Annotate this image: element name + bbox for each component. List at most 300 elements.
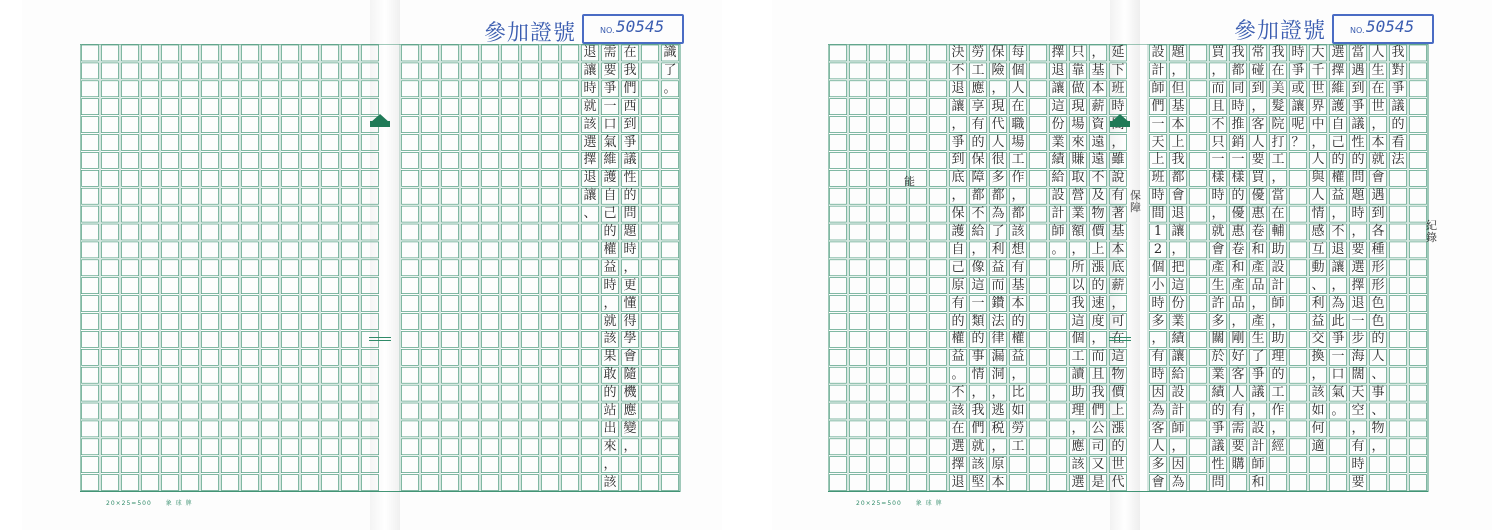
handwritten-character: 各 bbox=[1371, 224, 1385, 239]
handwritten-character: 漲 bbox=[1091, 259, 1105, 275]
handwritten-character: 個 bbox=[1151, 259, 1165, 275]
handwritten-character: 性 bbox=[1211, 456, 1225, 472]
handwritten-character: 退 bbox=[1351, 295, 1365, 311]
handwritten-character: 千 bbox=[1311, 62, 1325, 78]
handwritten-character: 、 bbox=[1371, 403, 1385, 418]
handwritten-character: 買 bbox=[1251, 170, 1265, 186]
handwritten-character: ， bbox=[1071, 420, 1085, 436]
handwritten-character: 的 bbox=[971, 134, 985, 150]
handwritten-character: 護 bbox=[951, 224, 965, 239]
handwritten-character: 形 bbox=[1371, 259, 1385, 275]
handwritten-character: 漏 bbox=[991, 349, 1005, 365]
handwritten-character: 不 bbox=[951, 385, 965, 401]
handwritten-character: 計 bbox=[1151, 62, 1165, 78]
handwritten-character: ， bbox=[951, 116, 965, 132]
handwritten-character: 給 bbox=[1051, 170, 1065, 186]
handwritten-character: 績 bbox=[1171, 331, 1185, 347]
handwritten-character: 都 bbox=[971, 188, 985, 204]
handwritten-character: 所 bbox=[1071, 259, 1085, 275]
handwritten-character: 站 bbox=[603, 403, 617, 418]
handwritten-character: 、 bbox=[1311, 277, 1325, 293]
handwritten-character: 自 bbox=[603, 188, 617, 204]
handwritten-character: 人 bbox=[1371, 349, 1385, 365]
handwritten-character: 多 bbox=[1211, 313, 1225, 329]
text-column bbox=[1168, 44, 1188, 492]
handwritten-character: 做 bbox=[1071, 80, 1085, 96]
handwritten-character: 我 bbox=[623, 62, 637, 78]
handwritten-character: 會 bbox=[623, 349, 637, 365]
text-column bbox=[1268, 44, 1288, 492]
text-column bbox=[1388, 44, 1408, 492]
handwritten-character: 我 bbox=[1091, 385, 1105, 401]
handwritten-character: 個 bbox=[1011, 62, 1025, 78]
handwritten-character: 不 bbox=[1211, 116, 1225, 132]
handwritten-character: 律 bbox=[991, 331, 1005, 347]
handwritten-character: 同 bbox=[1231, 80, 1245, 96]
handwritten-character: 們 bbox=[971, 420, 985, 436]
handwritten-character: 應 bbox=[623, 403, 637, 418]
handwritten-character: 業 bbox=[1071, 206, 1085, 222]
handwritten-character: 師 bbox=[1251, 456, 1265, 472]
handwritten-character: 資 bbox=[1091, 116, 1105, 132]
handwritten-character: 擇 bbox=[583, 152, 597, 168]
handwritten-character: 物 bbox=[1091, 206, 1105, 222]
handwritten-character: 會 bbox=[1371, 170, 1385, 186]
handwritten-character: 自 bbox=[951, 241, 965, 257]
handwritten-character: 就 bbox=[583, 98, 597, 114]
handwritten-character: 情 bbox=[1311, 206, 1325, 222]
handwritten-character: 作 bbox=[1011, 170, 1025, 186]
handwritten-character: 色 bbox=[1371, 295, 1385, 311]
handwritten-character: 都 bbox=[1231, 62, 1245, 78]
handwritten-character: 事 bbox=[971, 349, 985, 365]
handwritten-character: 闊 bbox=[1351, 367, 1365, 383]
handwritten-character: 海 bbox=[1351, 349, 1365, 365]
handwritten-character: 的 bbox=[1331, 152, 1345, 168]
text-column bbox=[1328, 44, 1348, 492]
handwritten-character: 及 bbox=[1091, 188, 1105, 204]
handwritten-character: 師 bbox=[1171, 420, 1185, 436]
handwritten-character: 就 bbox=[1211, 224, 1225, 239]
handwritten-character: 權 bbox=[603, 241, 617, 257]
handwritten-character: 班 bbox=[1151, 170, 1165, 186]
handwritten-character: 優 bbox=[1251, 188, 1265, 204]
handwritten-character: 爭 bbox=[1211, 420, 1225, 436]
handwritten-character: 保 bbox=[991, 45, 1005, 60]
handwritten-character: 賺 bbox=[1071, 152, 1085, 168]
handwritten-character: 逃 bbox=[991, 403, 1005, 418]
handwritten-character: ， bbox=[1231, 313, 1245, 329]
handwritten-character: 讀 bbox=[1071, 367, 1085, 383]
handwritten-character: 生 bbox=[1211, 277, 1225, 293]
handwritten-character: 速 bbox=[1091, 295, 1105, 311]
handwritten-character: 設 bbox=[1171, 385, 1185, 401]
handwritten-character: 打 bbox=[1271, 134, 1285, 150]
handwritten-character: 美 bbox=[1271, 80, 1285, 96]
text-column bbox=[1108, 44, 1128, 492]
handwritten-character: ， bbox=[1171, 62, 1185, 78]
handwritten-character: 惠 bbox=[1231, 224, 1245, 239]
handwritten-character: 步 bbox=[1351, 331, 1365, 347]
handwritten-character: 題 bbox=[623, 224, 637, 239]
handwritten-character: 需 bbox=[1231, 420, 1245, 436]
handwritten-character: 取 bbox=[1071, 170, 1085, 186]
handwritten-character: 經 bbox=[1271, 438, 1285, 454]
handwritten-character: 該 bbox=[1011, 224, 1025, 239]
handwritten-character: 得 bbox=[623, 313, 637, 329]
right-number-label: NO. bbox=[1350, 26, 1365, 35]
handwritten-character: 上 bbox=[1091, 241, 1105, 257]
handwritten-character: 的 bbox=[971, 331, 985, 347]
handwritten-character: 們 bbox=[1151, 98, 1165, 114]
handwritten-character: 色 bbox=[1371, 313, 1385, 329]
handwritten-character: 在 bbox=[1371, 80, 1385, 96]
handwritten-character: 價 bbox=[1091, 224, 1105, 239]
handwritten-character: 不 bbox=[1091, 170, 1105, 186]
handwritten-character: 交 bbox=[1311, 331, 1325, 347]
handwritten-character: 的 bbox=[951, 313, 965, 329]
handwritten-character: ？ bbox=[1291, 134, 1305, 150]
handwritten-character: 人 bbox=[1151, 438, 1165, 454]
handwritten-character: 的 bbox=[1091, 277, 1105, 293]
handwritten-character: 或 bbox=[1291, 80, 1305, 96]
handwritten-character: ， bbox=[603, 295, 617, 311]
handwritten-character: 一 bbox=[1211, 152, 1225, 168]
left-manuscript-grid bbox=[80, 44, 684, 492]
handwritten-character: 卷 bbox=[1231, 241, 1245, 257]
handwritten-character: 爭 bbox=[1351, 98, 1365, 114]
handwritten-character: 要 bbox=[603, 62, 617, 78]
handwritten-character: 該 bbox=[583, 116, 597, 132]
handwritten-character: 口 bbox=[603, 116, 617, 132]
handwritten-character: 遇 bbox=[1351, 62, 1365, 78]
margin-note-2: 紀錄 bbox=[1426, 219, 1437, 244]
handwritten-character: 我 bbox=[971, 403, 985, 418]
handwritten-character: 時 bbox=[1211, 188, 1225, 204]
handwritten-character: 我 bbox=[1071, 295, 1085, 311]
handwritten-character: 本 bbox=[1371, 134, 1385, 150]
handwritten-character: 在 bbox=[1111, 331, 1125, 347]
handwritten-character: 有 bbox=[1231, 403, 1245, 418]
margin-note-1: 保障 bbox=[1130, 189, 1141, 214]
handwritten-character: 應 bbox=[1071, 438, 1085, 454]
handwritten-character: ， bbox=[1111, 134, 1125, 150]
handwritten-character: 又 bbox=[1091, 456, 1105, 472]
handwritten-character: 看 bbox=[1391, 134, 1405, 150]
handwritten-character: 生 bbox=[1251, 331, 1265, 347]
handwritten-character: 懂 bbox=[623, 295, 637, 311]
handwritten-character: 己 bbox=[603, 206, 617, 222]
handwritten-character: 本 bbox=[1091, 80, 1105, 96]
handwritten-character: 我 bbox=[1231, 45, 1245, 60]
handwritten-character: 西 bbox=[623, 98, 637, 114]
handwritten-character: 多 bbox=[1151, 313, 1165, 329]
handwritten-character: 業 bbox=[1051, 134, 1065, 150]
handwritten-character: 常 bbox=[1251, 45, 1265, 60]
left-number-box bbox=[582, 14, 684, 44]
handwritten-character: 到 bbox=[951, 152, 965, 168]
handwritten-character: 天 bbox=[1151, 134, 1165, 150]
handwritten-character: 上 bbox=[1171, 134, 1185, 150]
handwritten-character: 情 bbox=[971, 367, 985, 383]
handwritten-character: 益 bbox=[1011, 349, 1025, 365]
handwritten-character: 只 bbox=[1211, 134, 1225, 150]
handwritten-character: 工 bbox=[1071, 349, 1085, 365]
handwritten-character: 險 bbox=[991, 62, 1005, 78]
text-column bbox=[580, 44, 600, 492]
handwritten-character: 因 bbox=[1151, 385, 1165, 401]
handwritten-character: 世 bbox=[1311, 80, 1325, 96]
handwritten-character: ， bbox=[1271, 420, 1285, 436]
handwritten-character: 何 bbox=[1311, 420, 1325, 436]
handwritten-character: 人 bbox=[991, 134, 1005, 150]
handwritten-character: 應 bbox=[971, 80, 985, 96]
handwritten-character: 時 bbox=[1151, 188, 1165, 204]
handwritten-character: 讓 bbox=[583, 188, 597, 204]
handwritten-character: 物 bbox=[1371, 420, 1385, 436]
handwritten-character: 維 bbox=[1331, 80, 1345, 96]
handwritten-character: 權 bbox=[951, 331, 965, 347]
text-column bbox=[1308, 44, 1328, 492]
handwritten-character: 退 bbox=[1331, 241, 1345, 257]
handwritten-character: 讓 bbox=[1171, 349, 1185, 365]
handwritten-character: 在 bbox=[951, 420, 965, 436]
handwritten-character: 計 bbox=[1271, 277, 1285, 293]
handwritten-character: 理 bbox=[1271, 349, 1285, 365]
handwritten-character: 都 bbox=[991, 188, 1005, 204]
handwritten-character: 的 bbox=[1011, 313, 1025, 329]
handwritten-character: 惠 bbox=[1251, 206, 1265, 222]
handwritten-character: 讓 bbox=[583, 62, 597, 78]
handwritten-character: 題 bbox=[1171, 45, 1185, 60]
handwritten-character: 會 bbox=[1211, 241, 1225, 257]
handwritten-character: 有 bbox=[1351, 438, 1365, 454]
handwritten-character: 大 bbox=[1311, 45, 1325, 60]
handwritten-character: 且 bbox=[1211, 98, 1225, 114]
handwritten-character: 場 bbox=[1011, 134, 1025, 150]
text-column bbox=[968, 44, 988, 492]
handwritten-character: 問 bbox=[1351, 170, 1365, 186]
handwritten-character: ， bbox=[1311, 367, 1325, 383]
handwritten-character: 這 bbox=[1071, 313, 1085, 329]
handwritten-character: 為 bbox=[1151, 403, 1165, 418]
handwritten-character: 遠 bbox=[1091, 134, 1105, 150]
left-footer: 20×25=500 象 球 牌 bbox=[106, 500, 193, 507]
handwritten-character: 在 bbox=[1271, 62, 1285, 78]
handwritten-character: 司 bbox=[1091, 438, 1105, 454]
handwritten-character: 果 bbox=[603, 349, 617, 365]
handwritten-character: 爭 bbox=[1331, 331, 1345, 347]
handwritten-character: 問 bbox=[623, 206, 637, 222]
handwritten-character: 的 bbox=[1111, 438, 1125, 454]
handwritten-character: 的 bbox=[603, 224, 617, 239]
handwritten-character: 在 bbox=[623, 45, 637, 60]
handwritten-character: 上 bbox=[1151, 152, 1165, 168]
handwritten-character: 、 bbox=[1371, 367, 1385, 383]
handwritten-character: 為 bbox=[1331, 295, 1345, 311]
handwritten-character: 師 bbox=[1051, 224, 1065, 239]
handwritten-character: 該 bbox=[1311, 385, 1325, 401]
handwritten-character: 剛 bbox=[1231, 331, 1245, 347]
handwritten-character: 界 bbox=[1311, 98, 1325, 114]
handwritten-character: 形 bbox=[1371, 277, 1385, 293]
handwritten-character: 現 bbox=[1071, 98, 1085, 114]
handwritten-character: 有 bbox=[1011, 259, 1025, 275]
handwritten-character: 許 bbox=[1211, 295, 1225, 311]
handwritten-character: 了 bbox=[663, 62, 677, 78]
handwritten-character: 選 bbox=[1331, 45, 1345, 60]
right-number-value: 50545 bbox=[1366, 17, 1415, 36]
handwritten-character: 人 bbox=[1311, 188, 1325, 204]
handwritten-character: 該 bbox=[603, 474, 617, 490]
handwritten-character: 。 bbox=[663, 80, 677, 96]
handwritten-character: 本 bbox=[1171, 116, 1185, 132]
handwritten-character: ， bbox=[1091, 331, 1105, 347]
handwritten-character: 類 bbox=[971, 313, 985, 329]
handwritten-character: 。 bbox=[1331, 403, 1345, 418]
handwritten-character: 這 bbox=[1111, 349, 1125, 365]
handwritten-character: 選 bbox=[951, 438, 965, 454]
handwritten-character: 份 bbox=[1051, 116, 1065, 132]
left-page bbox=[22, 0, 722, 530]
handwritten-character: 性 bbox=[623, 170, 637, 186]
handwritten-character: 問 bbox=[1211, 474, 1225, 490]
handwritten-character: 上 bbox=[1111, 403, 1125, 418]
text-column bbox=[620, 44, 640, 492]
handwritten-character: 都 bbox=[1171, 170, 1185, 186]
handwritten-character: 基 bbox=[1091, 62, 1105, 78]
handwritten-character: 的 bbox=[603, 385, 617, 401]
handwritten-character: 的 bbox=[1271, 367, 1285, 383]
handwritten-character: 和 bbox=[1251, 241, 1265, 257]
handwritten-character: 時 bbox=[1151, 367, 1165, 383]
handwritten-character: 但 bbox=[1171, 80, 1185, 96]
handwritten-character: 益 bbox=[991, 259, 1005, 275]
handwritten-character: 2 bbox=[1153, 241, 1163, 257]
handwritten-character: 為 bbox=[991, 206, 1005, 222]
handwritten-character: 的 bbox=[623, 188, 637, 204]
handwritten-character: 班 bbox=[1111, 80, 1125, 96]
handwritten-character: 保 bbox=[971, 152, 985, 168]
text-column bbox=[1348, 44, 1368, 492]
text-column bbox=[1028, 44, 1048, 492]
handwritten-character: 議 bbox=[1391, 98, 1405, 114]
handwritten-character: ， bbox=[603, 456, 617, 472]
handwritten-character: 買 bbox=[1211, 45, 1225, 60]
handwritten-character: 工 bbox=[1271, 152, 1285, 168]
handwritten-character: 卷 bbox=[1251, 224, 1265, 239]
handwritten-character: 空 bbox=[1351, 403, 1365, 418]
handwritten-character: 護 bbox=[1331, 98, 1345, 114]
handwritten-character: 小 bbox=[1151, 277, 1165, 293]
handwritten-character: 而 bbox=[1091, 349, 1105, 365]
handwritten-character: 保 bbox=[951, 206, 965, 222]
handwritten-character: 益 bbox=[951, 349, 965, 365]
handwritten-character: 人 bbox=[1011, 80, 1025, 96]
handwritten-character: 自 bbox=[1331, 116, 1345, 132]
handwritten-character: 產 bbox=[1231, 277, 1245, 293]
handwritten-character: 就 bbox=[603, 313, 617, 329]
handwritten-character: 事 bbox=[1371, 385, 1385, 401]
handwritten-character: 產 bbox=[1251, 313, 1265, 329]
handwritten-character: 呢 bbox=[1291, 116, 1305, 132]
handwritten-character: 很 bbox=[991, 152, 1005, 168]
handwritten-character: 產 bbox=[1251, 259, 1265, 275]
handwritten-character: 在 bbox=[1271, 206, 1285, 222]
handwritten-character: 為 bbox=[1171, 474, 1185, 490]
handwritten-character: 擇 bbox=[951, 456, 965, 472]
handwritten-character: 延 bbox=[1111, 45, 1125, 60]
handwritten-character: ， bbox=[1011, 188, 1025, 204]
handwritten-character: 購 bbox=[1231, 456, 1245, 472]
handwritten-character: 業 bbox=[1171, 313, 1185, 329]
handwritten-character: 己 bbox=[1331, 134, 1345, 150]
text-column bbox=[640, 44, 660, 492]
handwritten-character: 樣 bbox=[1231, 170, 1245, 186]
right-bookmark-base bbox=[1110, 121, 1130, 127]
handwritten-character: 以 bbox=[1071, 277, 1085, 293]
handwritten-character: 一 bbox=[971, 295, 985, 311]
handwritten-character: 感 bbox=[1311, 224, 1325, 239]
handwritten-character: 生 bbox=[1371, 62, 1385, 78]
text-column bbox=[948, 44, 968, 492]
handwritten-character: 想 bbox=[1011, 241, 1025, 257]
handwritten-character: 營 bbox=[1071, 188, 1085, 204]
handwritten-character: 好 bbox=[1231, 349, 1245, 365]
handwritten-character: 代 bbox=[991, 116, 1005, 132]
handwritten-character: 給 bbox=[971, 224, 985, 239]
handwritten-character: 像 bbox=[971, 259, 985, 275]
handwritten-character: 這 bbox=[1051, 98, 1065, 114]
handwritten-character: 作 bbox=[1271, 403, 1285, 418]
handwritten-character: ， bbox=[1011, 367, 1025, 383]
handwritten-character: 退 bbox=[583, 170, 597, 186]
handwritten-character: 因 bbox=[1171, 456, 1185, 472]
handwritten-character: ， bbox=[1171, 438, 1185, 454]
text-column bbox=[1288, 44, 1308, 492]
handwritten-character: 這 bbox=[1171, 277, 1185, 293]
handwritten-character: 利 bbox=[991, 241, 1005, 257]
handwritten-character: 著 bbox=[1111, 206, 1125, 222]
handwritten-character: 世 bbox=[1111, 456, 1125, 472]
handwritten-character: 的 bbox=[1391, 116, 1405, 132]
handwritten-character: 把 bbox=[1171, 259, 1185, 275]
handwritten-character: 原 bbox=[951, 277, 965, 293]
handwritten-character: 有 bbox=[1111, 188, 1125, 204]
handwritten-character: 就 bbox=[1371, 152, 1385, 168]
right-divider-mark bbox=[1109, 337, 1131, 341]
right-manuscript-grid bbox=[828, 44, 1432, 492]
handwritten-character: 議 bbox=[1251, 385, 1265, 401]
handwritten-character: 一 bbox=[603, 98, 617, 114]
handwritten-character: 理 bbox=[1071, 403, 1085, 418]
handwritten-character: 產 bbox=[1211, 259, 1225, 275]
handwritten-character: 髮 bbox=[1271, 98, 1285, 114]
handwritten-character: 享 bbox=[971, 98, 985, 114]
handwritten-character: ， bbox=[1271, 313, 1285, 329]
handwritten-character: ， bbox=[623, 438, 637, 454]
handwritten-character: 學 bbox=[623, 331, 637, 347]
right-footer: 20×25=500 象 球 牌 bbox=[856, 500, 943, 507]
handwritten-character: 工 bbox=[1011, 438, 1025, 454]
handwritten-character: ， bbox=[991, 385, 1005, 401]
handwritten-character: 原 bbox=[991, 456, 1005, 472]
handwritten-character: 和 bbox=[1251, 474, 1265, 490]
handwritten-character: 我 bbox=[1271, 45, 1285, 60]
handwritten-character: 洞 bbox=[991, 367, 1005, 383]
handwritten-character: 績 bbox=[1051, 152, 1065, 168]
handwritten-character: ， bbox=[951, 188, 965, 204]
